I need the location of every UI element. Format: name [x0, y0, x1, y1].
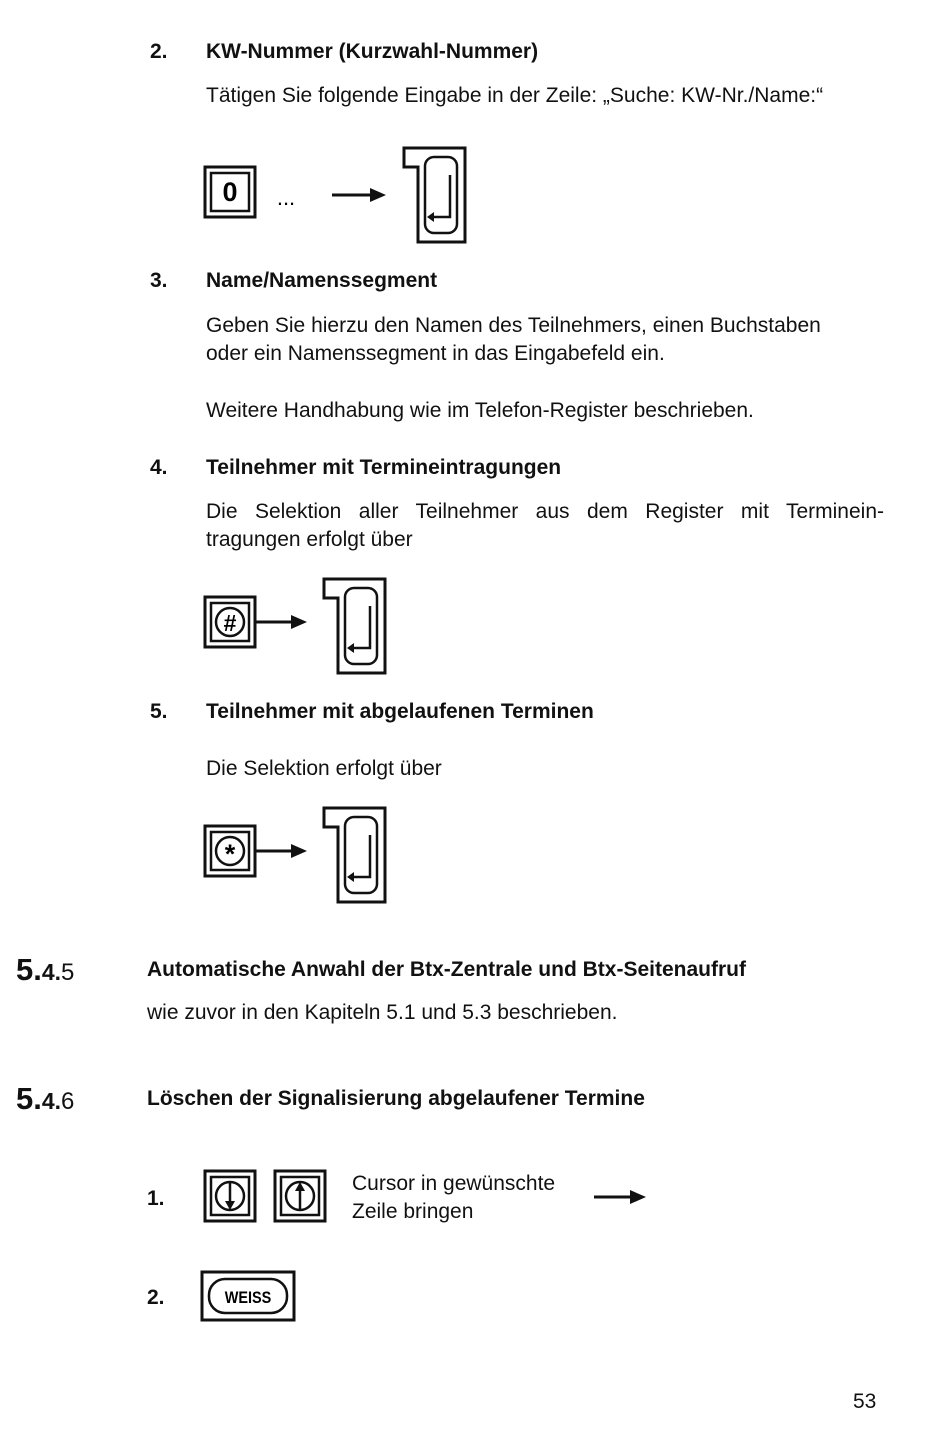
arrow-right-icon: [291, 844, 307, 858]
section-heading: Löschen der Signalisierung abgelaufener Termine: [147, 1087, 645, 1110]
item-text: Geben Sie hierzu den Namen des Teilnehmers, einen Buchstaben oder ein Namenssegment in das Eingabefeld ein.: [206, 314, 821, 365]
item-text-2: Weitere Handhabung wie im Telefon-Register beschrieben.: [206, 399, 754, 422]
item-number: 2.: [150, 40, 168, 63]
enter-key-icon: [324, 808, 385, 902]
enter-key-icon: [324, 579, 385, 673]
step-number: 2.: [147, 1286, 165, 1309]
zero-key-label: 0: [222, 177, 238, 207]
item-number: 5.: [150, 700, 168, 723]
item-number: 4.: [150, 456, 168, 479]
arrow-right-icon: [592, 1187, 652, 1207]
star-key-label: *: [224, 839, 236, 869]
item-text: Die Selektion erfolgt über: [206, 757, 442, 780]
item-heading: Name/Namenssegment: [206, 269, 438, 292]
item-heading: Teilnehmer mit Termineintragungen: [206, 456, 562, 479]
ellipsis: ...: [276, 185, 296, 210]
weiss-key-label: WEISS: [224, 1288, 272, 1308]
item-text: Tätigen Sie folgende Eingabe in der Zeile: „Suche: KW-Nr./Name:“: [206, 84, 824, 107]
section-heading: Automatische Anwahl der Btx-Zentrale und Btx-Seitenaufruf: [147, 958, 746, 981]
item-number: 3.: [150, 269, 168, 292]
item-heading: Teilnehmer mit abgelaufenen Terminen: [206, 700, 594, 723]
enter-key-icon: [404, 148, 465, 242]
cursor-down-key-icon: [205, 1171, 255, 1221]
item-heading: KW-Nummer (Kurzwahl-Nummer): [206, 40, 539, 63]
step-number: 1.: [147, 1187, 165, 1210]
item-text: Die Selektion aller Teilnehmer aus dem Register mit Terminein- tragungen erfolgt über: [206, 500, 884, 551]
page-number: 53: [853, 1390, 877, 1413]
cursor-up-key-icon: [275, 1171, 325, 1221]
section-text: wie zuvor in den Kapiteln 5.1 und 5.3 beschrieben.: [147, 1001, 618, 1024]
arrow-right-icon: [370, 188, 386, 202]
step-text: Cursor in gewünschte Zeile bringen: [352, 1172, 556, 1223]
arrow-right-icon: [291, 615, 307, 629]
section-number: 5.4.6: [16, 1081, 75, 1116]
hash-key-label: #: [223, 610, 237, 636]
section-number: 5.4.5: [16, 952, 75, 987]
